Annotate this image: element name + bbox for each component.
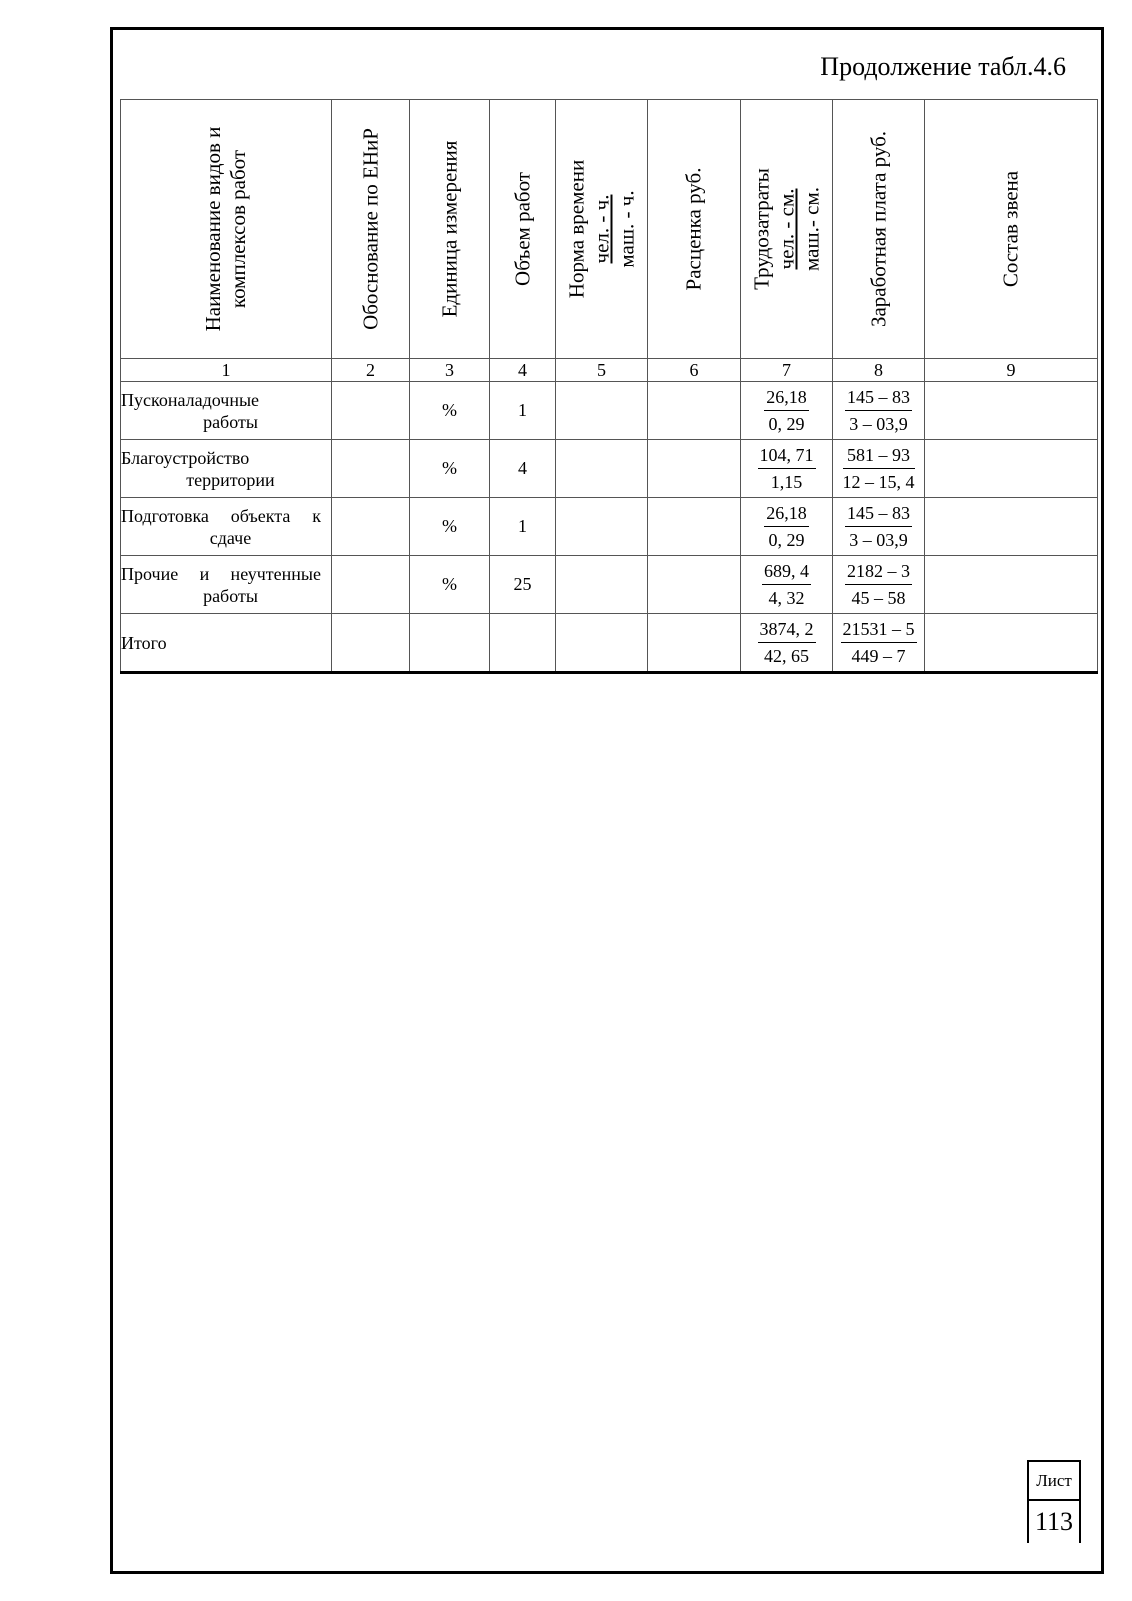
header-rate: Расценка руб. bbox=[648, 100, 741, 359]
volume-cell: 25 bbox=[490, 556, 556, 614]
rate-cell bbox=[648, 498, 741, 556]
volume-cell: 4 bbox=[490, 440, 556, 498]
norm-cell bbox=[556, 440, 648, 498]
norm-cell bbox=[556, 614, 648, 673]
works-table bbox=[120, 99, 1098, 674]
basis-cell bbox=[332, 614, 410, 673]
column-number: 9 bbox=[925, 359, 1098, 382]
sheet-label: Лист bbox=[1029, 1462, 1079, 1501]
basis-cell bbox=[332, 556, 410, 614]
unit-cell: % bbox=[410, 498, 490, 556]
basis-cell bbox=[332, 382, 410, 440]
salary-cell: $\frac{21531 - 5}{449 - 7}$ bbox=[833, 614, 925, 673]
norm-cell bbox=[556, 556, 648, 614]
table-row-total bbox=[121, 614, 1098, 673]
salary-cell: $\frac{145 - 83}{3 - 03,9}$ bbox=[833, 498, 925, 556]
unit-cell bbox=[410, 614, 490, 673]
crew-cell bbox=[925, 498, 1098, 556]
column-number: 1 bbox=[121, 359, 332, 382]
labor-cell: $\frac{26,18}{0, 29}$ bbox=[741, 498, 833, 556]
column-number: 2 bbox=[332, 359, 410, 382]
header-basis: Обоснование по ЕНиР bbox=[332, 100, 410, 359]
rate-cell bbox=[648, 556, 741, 614]
header-volume: Объем работ bbox=[490, 100, 556, 359]
work-name: Подготовка объекта к сдаче bbox=[121, 498, 332, 556]
header-labor: Трудозатраты чел. - см. маш.- см. bbox=[741, 100, 833, 359]
column-numbers-row bbox=[121, 359, 1098, 382]
header-norm: Норма времени чел. - ч. маш. - ч. bbox=[556, 100, 648, 359]
column-number: 7 bbox=[741, 359, 833, 382]
unit-cell: % bbox=[410, 556, 490, 614]
crew-cell bbox=[925, 556, 1098, 614]
sheet-stamp bbox=[1027, 1460, 1081, 1543]
unit-cell: % bbox=[410, 382, 490, 440]
norm-cell bbox=[556, 382, 648, 440]
column-number: 8 bbox=[833, 359, 925, 382]
column-number: 6 bbox=[648, 359, 741, 382]
salary-cell: $\frac{145 - 83}{3 - 03,9}$ bbox=[833, 382, 925, 440]
rate-cell bbox=[648, 614, 741, 673]
column-number: 3 bbox=[410, 359, 490, 382]
labor-cell: $\frac{689, 4}{4, 32}$ bbox=[741, 556, 833, 614]
header-unit: Единица измерения bbox=[410, 100, 490, 359]
header-salary: Заработная плата руб. bbox=[833, 100, 925, 359]
crew-cell bbox=[925, 614, 1098, 673]
labor-cell: $\frac{26,18}{0, 29}$ bbox=[741, 382, 833, 440]
table-row bbox=[121, 556, 1098, 614]
header-crew: Состав звена bbox=[925, 100, 1098, 359]
crew-cell bbox=[925, 382, 1098, 440]
basis-cell bbox=[332, 498, 410, 556]
volume-cell bbox=[490, 614, 556, 673]
crew-cell bbox=[925, 440, 1098, 498]
table-caption: Продолжение табл.4.6 bbox=[820, 52, 1066, 81]
table-row bbox=[121, 498, 1098, 556]
volume-cell: 1 bbox=[490, 498, 556, 556]
labor-cell: $\frac{3874, 2}{42, 65}$ bbox=[741, 614, 833, 673]
salary-cell: $\frac{2182 - 3}{45 - 58}$ bbox=[833, 556, 925, 614]
header-name: Наименование видов и комплексов работ bbox=[121, 100, 332, 359]
rate-cell bbox=[648, 440, 741, 498]
rate-cell bbox=[648, 382, 741, 440]
work-name: Пусконаладочные работы bbox=[121, 382, 332, 440]
sheet-number: 113 bbox=[1034, 1507, 1074, 1536]
column-number: 5 bbox=[556, 359, 648, 382]
column-number: 4 bbox=[490, 359, 556, 382]
labor-cell: $\frac{104, 71}{1,15}$ bbox=[741, 440, 833, 498]
norm-cell bbox=[556, 498, 648, 556]
work-name: Итого bbox=[121, 614, 332, 673]
work-name: Благоустройство территории bbox=[121, 440, 332, 498]
table-row bbox=[121, 382, 1098, 440]
table-row bbox=[121, 440, 1098, 498]
work-name: Прочие и неучтенные работы bbox=[121, 556, 332, 614]
basis-cell bbox=[332, 440, 410, 498]
unit-cell: % bbox=[410, 440, 490, 498]
volume-cell: 1 bbox=[490, 382, 556, 440]
salary-cell: $\frac{581 - 93}{12 - 15, 4}$ bbox=[833, 440, 925, 498]
